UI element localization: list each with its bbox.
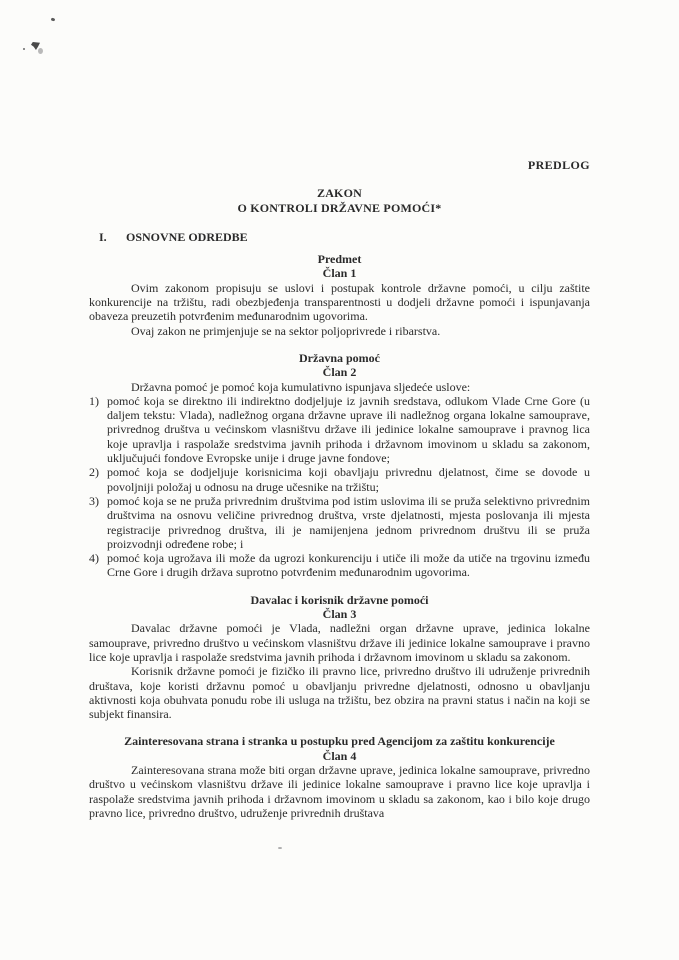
list-item-text: pomoć koja ugrožava ili može da ugrozi konkurenciju i utiče ili može da utiče na trgovinu između Crne Gore i drugih država suprotno potvrđenim međunarodnim ugovorima. [107,551,590,580]
paragraph: Korisnik državne pomoći je fizičko ili pravno lice, privredno društvo ili udruženje privrednih društava, koje koristi državnu pomoć u obavljanju privredne djelatnosti, odnosno u obavljanju aktivnosti koja obuhvata ponudu robe ili usluga na tržištu, bez obzira na pravni status i način na koji se subjekt finansira. [89,664,590,722]
law-title-line2: O KONTROLI DRŽAVNE POMOĆI* [237,200,442,215]
paragraph: Davalac državne pomoći je Vlada, nadležni organ državne uprave, jedinica lokalne samouprave, privredno društvo u većinskom vlasništvu države ili jedinice lokalne samouprave i pravno lice koje upravlja i raspolaže sredstvima javnih prihoda i državnom imovinom u skladu sa zakonom. [89,621,590,664]
list-marker: 1) [89,393,99,408]
section-predmet [89,252,590,338]
article-number: Član 1 [322,266,357,281]
section-zainteresovana-strana [89,734,590,820]
law-title-line1: ZAKON [316,186,362,201]
numbered-list [89,394,590,580]
article-number: Član 2 [322,365,357,380]
document-content [89,0,590,820]
section-davalac-korisnik [89,593,590,722]
paragraph: Zainteresovana strana može biti organ državne uprave, jedinica lokalne samouprave, privredno društvo u većinskom vlasništvu države ili jedinice lokalne samouprave i pravno lice koje upravlja i raspolaže sredstvima javnih prihoda i državnom imovinom u skladu sa zakonom, kao i bilo koje drugo pravno lice, privredno društvo, udruženje privrednih društava [89,762,590,820]
list-item-text: pomoć koja se dodjeljuje korisnicima koji obavljaju privrednu djelatnost, čime se dovode u povoljniji položaj u odnosu na druge učesnike na tržištu; [107,465,590,494]
paragraph: Ovaj zakon ne primjenjuje se na sektor poljoprivrede i ribarstva. [131,323,441,338]
article-number: Član 4 [322,748,357,763]
chapter-title: OSNOVNE ODREDBE [126,229,248,244]
chapter-number: I. [99,229,107,244]
law-title [89,186,590,215]
scan-artifact [23,48,25,50]
section-heading: Zainteresovana strana i stranka u postupku pred Agencijom za zaštitu konkurencije [124,734,555,749]
list-item-text: pomoć koja se ne pruža privrednim društvima pod istim uslovima ili se pruža selektivno privrednim društvima na osnovu veličine privrednog društva, vrste djelatnosti, mjesta poslovanja ili mjesta registracije privrednog društva, ili je namijenjena jednom privrednom društvu ili se pruža proizvodnji određene robe; i [107,493,590,551]
section-heading: Davalac i korisnik državne pomoći [250,592,429,607]
paragraph: Državna pomoć je pomoć koja kumulativno ispunjava sljedeće uslove: [131,379,471,394]
scan-artifact [278,847,282,849]
list-item [89,465,590,494]
chapter-heading [89,230,590,244]
article-number: Član 3 [322,607,357,622]
list-marker: 2) [89,465,99,480]
section-drzavna-pomoc [89,351,590,580]
section-heading: Državna pomoć [299,350,380,365]
scan-artifact [38,48,43,54]
list-marker: 4) [89,551,99,566]
list-item-text: pomoć koja se direktno ili indirektno dodjeljuje iz javnih sredstava, odlukom Vlade Crne Gore (u daljem tekstu: Vlada), nadležnog organa državne uprave ili nadležnog organa lokalne samouprave, privrednog društva u većinskom vlasništvu države ili jedinice lokalne samouprave i pravnog lica koje upravlja i raspolaže sredstvima javnih prihoda i državnom imovinom u skladu sa zakonom, uključujući fondove Evropske unije i druge javne fondove; [107,393,590,466]
list-item [89,494,590,551]
scan-artifact [51,17,56,21]
list-item [89,394,590,465]
paragraph: Ovim zakonom propisuju se uslovi i postupak kontrole državne pomoći, u cilju zaštite konkurencije na tržištu, radi obezbjeđenja transparentnosti u dodjeli državne pomoći i ispunjavanja obaveza preuzetih potvrđenim međunarodnim ugovorima. [89,280,590,324]
section-heading: Predmet [317,252,362,267]
list-marker: 3) [89,493,99,508]
proposal-label: PREDLOG [527,158,590,172]
list-item [89,551,590,580]
